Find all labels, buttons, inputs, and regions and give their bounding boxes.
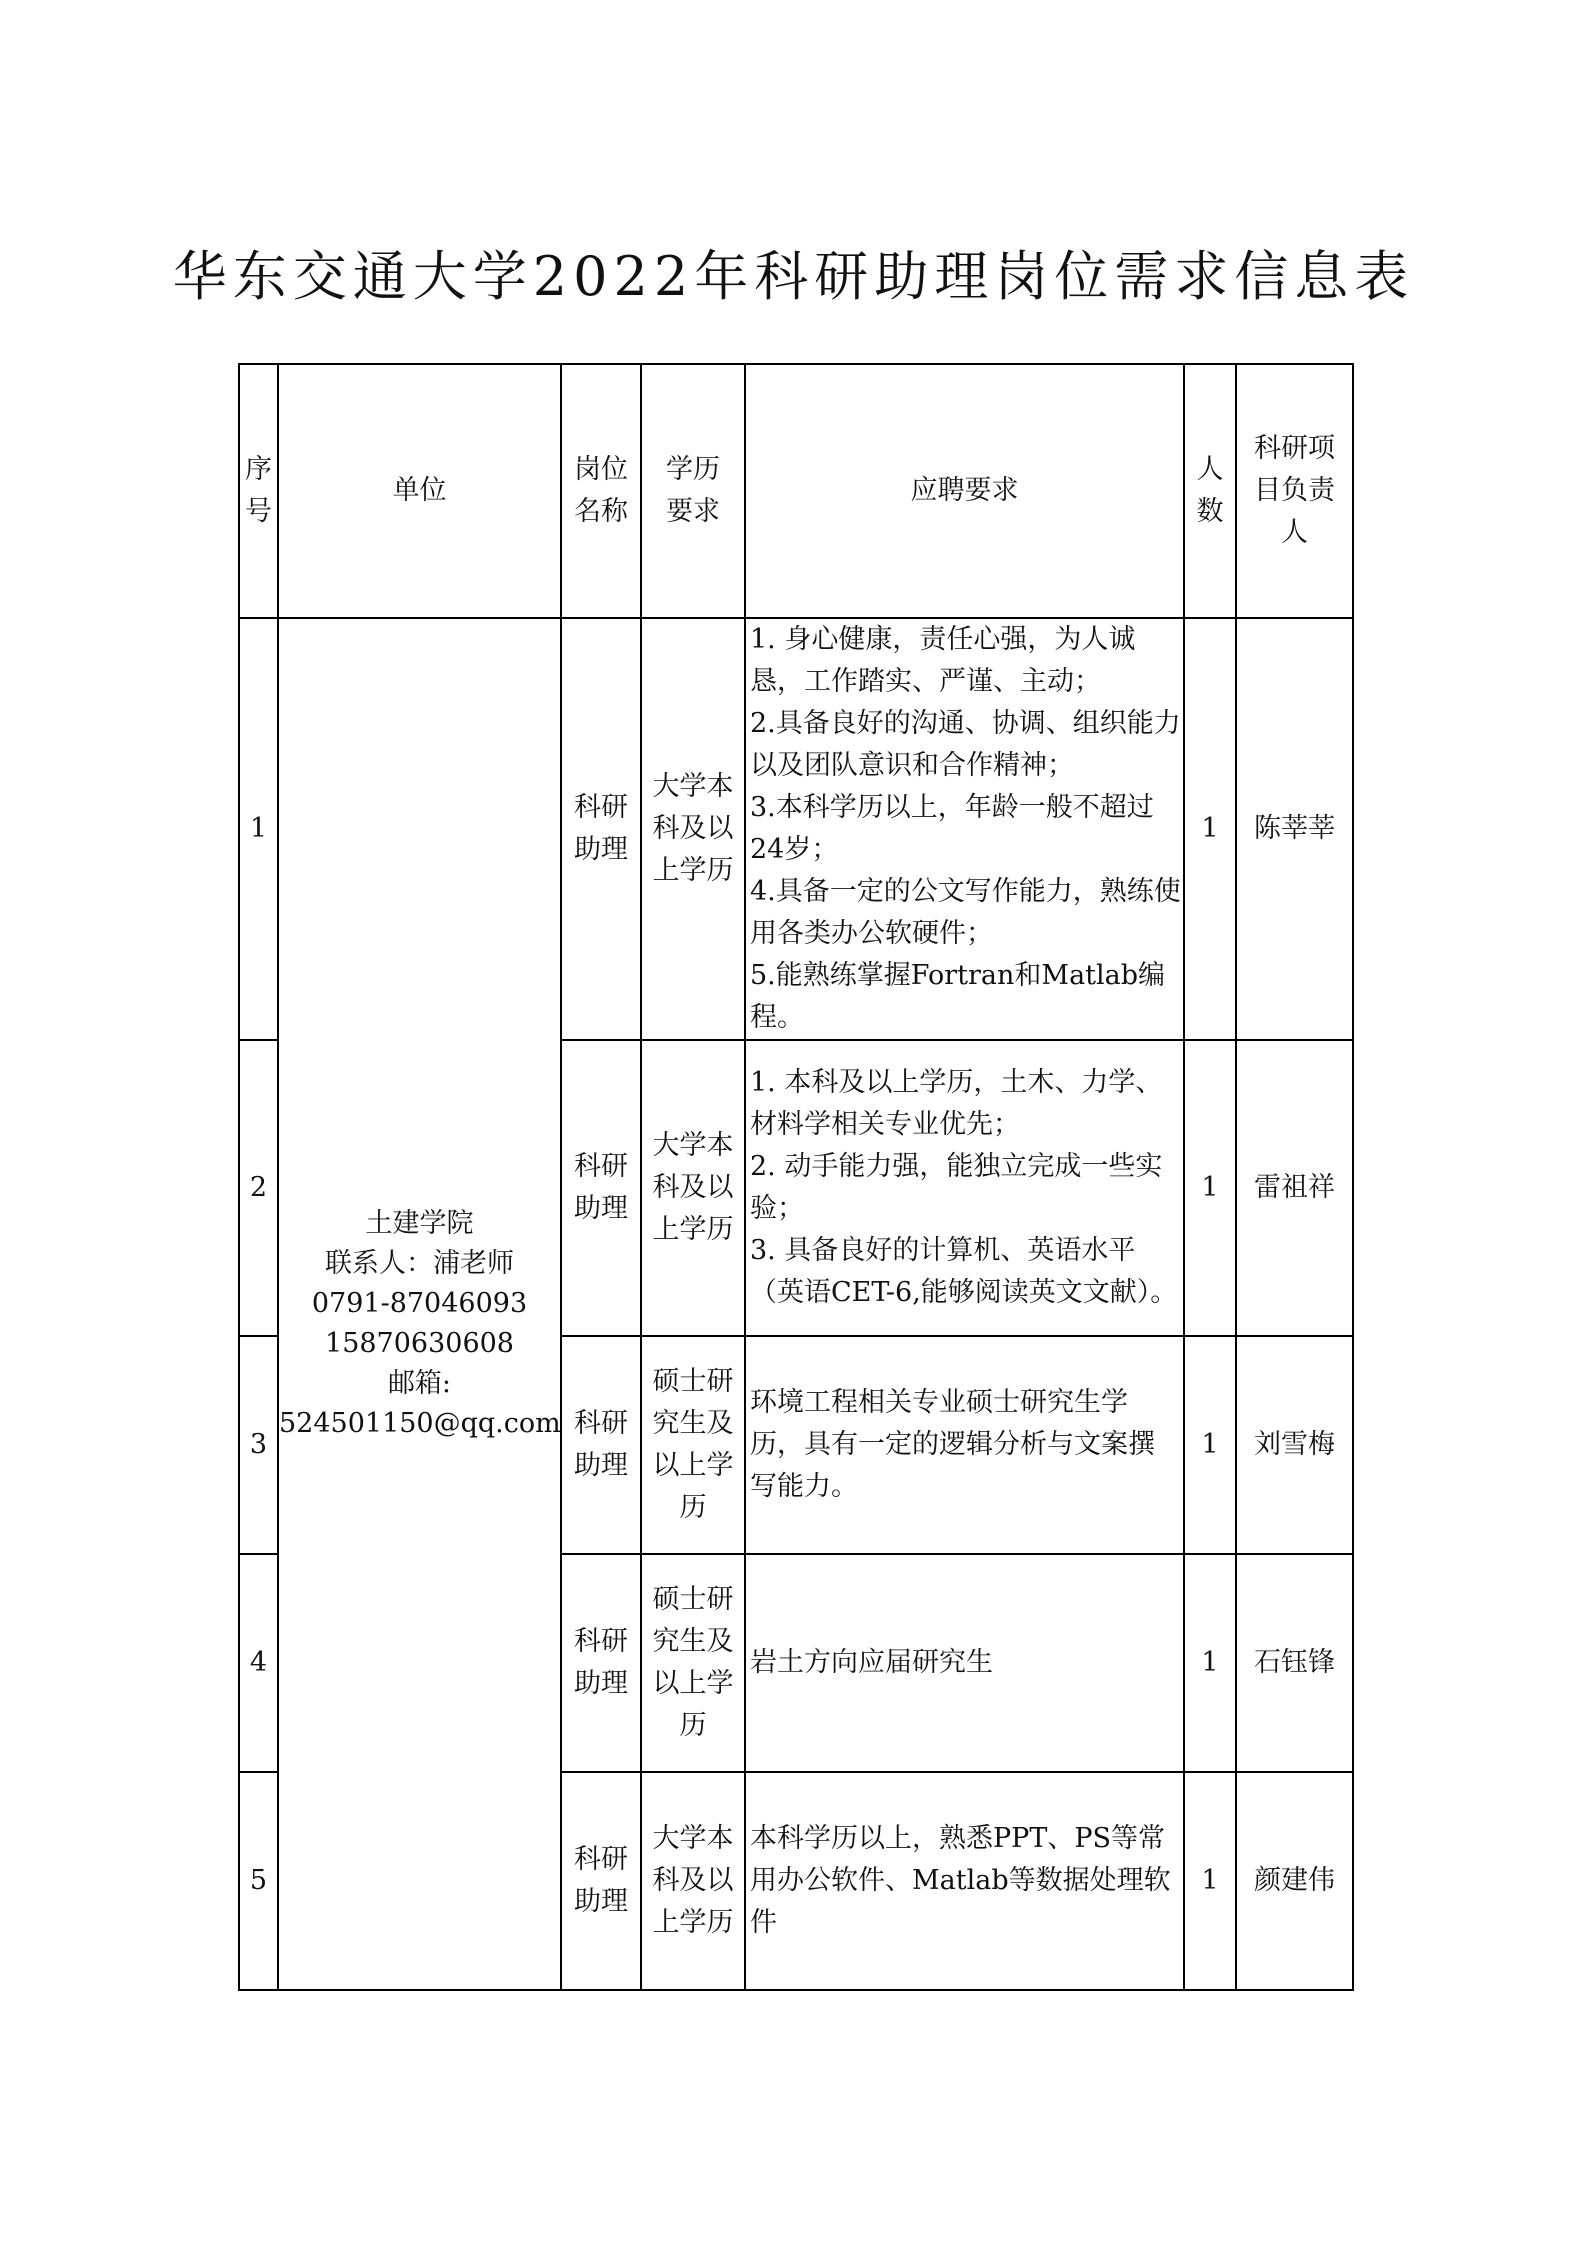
- row-leader-text: 陈莘莘: [1254, 813, 1335, 844]
- unit-contact: 联系人：浦老师: [325, 1248, 514, 1279]
- row-position-text: 科研 助理: [574, 792, 628, 865]
- requirement-item: 本科学历以上，熟悉PPT、PS等常用办公软件、Matlab等数据处理软件: [750, 1823, 1171, 1938]
- requirement-item: 2. 动手能力强，能独立完成一些实验；: [750, 1151, 1163, 1224]
- header-count: [1184, 364, 1236, 618]
- row-position: [561, 1336, 641, 1554]
- row-index-text: 4: [249, 1647, 268, 1678]
- header-position: [561, 364, 641, 618]
- row-requirements: [745, 1772, 1184, 1990]
- row-index-text: 5: [249, 1865, 268, 1896]
- requirement-item: 4.具备一定的公文写作能力，熟练使用各类办公软硬件；: [750, 876, 1181, 949]
- unit-email-label: 邮箱:: [387, 1368, 452, 1399]
- unit-cell: [278, 618, 561, 1990]
- row-count: [1184, 618, 1236, 1040]
- header-position-text: 岗位 名称: [574, 454, 628, 527]
- row-education: [641, 1772, 745, 1990]
- row-index-text: 2: [249, 1172, 268, 1203]
- unit-name: 土建学院: [365, 1208, 474, 1239]
- row-education-text: 大学本 科及以 上学历: [652, 1823, 734, 1938]
- row-count: [1184, 1772, 1236, 1990]
- header-education-text: 学历 要求: [666, 454, 720, 527]
- requirement-item: 3. 具备良好的计算机、英语水平（英语CET-6,能够阅读英文文献）。: [750, 1235, 1178, 1308]
- row-count-text: 1: [1201, 1172, 1219, 1203]
- row-education: [641, 1040, 745, 1336]
- row-index-text: 1: [249, 813, 268, 844]
- row-index: [239, 1554, 278, 1772]
- header-leader: [1236, 364, 1353, 618]
- row-education: [641, 1336, 745, 1554]
- row-index: [239, 1040, 278, 1336]
- row-count-text: 1: [1201, 1647, 1219, 1678]
- row-leader: [1236, 1554, 1353, 1772]
- header-unit-text: 单位: [392, 475, 447, 506]
- row-count: [1184, 1336, 1236, 1554]
- row-count-text: 1: [1201, 813, 1219, 844]
- requirement-item: 1. 身心健康，责任心强，为人诚恳，工作踏实、严谨、主动；: [750, 624, 1136, 697]
- row-position: [561, 1772, 641, 1990]
- requirements-table: [238, 363, 1354, 1991]
- row-position: [561, 1554, 641, 1772]
- row-index: [239, 618, 278, 1040]
- row-leader-text: 石钰锋: [1254, 1647, 1335, 1678]
- row-education-text: 硕士研 究生及 以上学 历: [652, 1584, 734, 1741]
- row-index-text: 3: [249, 1429, 268, 1460]
- row-requirements: [745, 1336, 1184, 1554]
- requirement-item: 1. 本科及以上学历，土木、力学、材料学相关专业优先；: [750, 1067, 1163, 1140]
- row-requirements: [745, 1554, 1184, 1772]
- row-education-text: 硕士研 究生及 以上学 历: [652, 1366, 734, 1523]
- row-education: [641, 1554, 745, 1772]
- requirement-item: 岩土方向应届研究生: [750, 1647, 993, 1678]
- row-count-text: 1: [1201, 1865, 1219, 1896]
- row-leader: [1236, 1336, 1353, 1554]
- table-row: [239, 618, 1353, 1040]
- header-requirements: [745, 364, 1184, 618]
- header-count-text: 人 数: [1196, 454, 1224, 527]
- header-row: [239, 364, 1353, 618]
- row-position: [561, 618, 641, 1040]
- header-index-text: 序 号: [245, 454, 272, 527]
- unit-email: 524501150@qq.com: [279, 1408, 561, 1439]
- header-leader-text: 科研项 目负责 人: [1254, 433, 1335, 548]
- requirement-item: 5.能熟练掌握Fortran和Matlab编程。: [750, 960, 1166, 1033]
- row-education-text: 大学本 科及以 上学历: [652, 771, 734, 886]
- row-leader-text: 雷祖祥: [1254, 1172, 1335, 1203]
- row-education: [641, 618, 745, 1040]
- row-position-text: 科研 助理: [574, 1844, 628, 1917]
- row-requirements: [745, 618, 1184, 1040]
- row-leader: [1236, 1040, 1353, 1336]
- row-count-text: 1: [1201, 1429, 1219, 1460]
- row-count: [1184, 1554, 1236, 1772]
- requirement-item: 3.本科学历以上，年龄一般不超过24岁；: [750, 792, 1154, 865]
- row-index: [239, 1336, 278, 1554]
- header-requirements-text: 应聘要求: [910, 475, 1019, 506]
- row-requirements: [745, 1040, 1184, 1336]
- page-title: 华东交通大学2022年科研助理岗位需求信息表: [172, 245, 1415, 308]
- row-count: [1184, 1040, 1236, 1336]
- row-position-text: 科研 助理: [574, 1626, 628, 1699]
- row-leader: [1236, 1772, 1353, 1990]
- row-leader-text: 颜建伟: [1254, 1865, 1335, 1896]
- unit-phone: 0791-87046093: [311, 1288, 528, 1319]
- row-position: [561, 1040, 641, 1336]
- header-education: [641, 364, 745, 618]
- unit-mobile: 15870630608: [325, 1328, 514, 1359]
- row-education-text: 大学本 科及以 上学历: [652, 1130, 734, 1245]
- header-index: [239, 364, 278, 618]
- header-unit: [278, 364, 561, 618]
- requirement-item: 环境工程相关专业硕士研究生学历，具有一定的逻辑分析与文案撰写能力。: [750, 1387, 1155, 1502]
- requirement-item: 2.具备良好的沟通、协调、组织能力以及团队意识和合作精神；: [750, 708, 1181, 781]
- row-position-text: 科研 助理: [574, 1151, 628, 1224]
- row-leader: [1236, 618, 1353, 1040]
- row-position-text: 科研 助理: [574, 1408, 628, 1481]
- row-leader-text: 刘雪梅: [1254, 1429, 1335, 1460]
- row-index: [239, 1772, 278, 1990]
